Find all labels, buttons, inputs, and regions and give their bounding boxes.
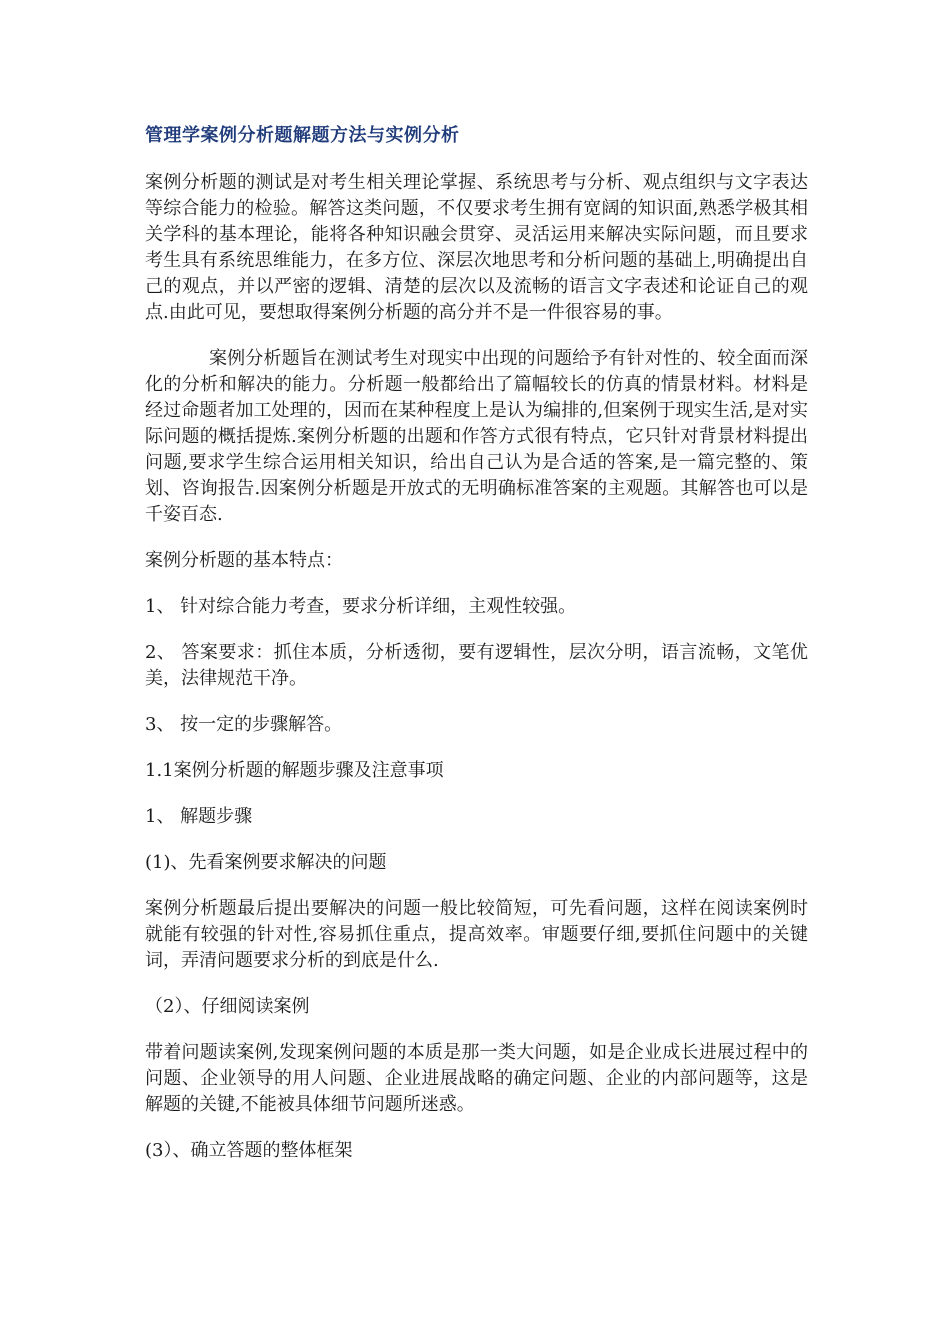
step-2-body: 带着问题读案例,发现案例问题的本质是那一类大问题，如是企业成长进展过程中的问题、企业领导的用人问题、企业进展战略的确定问题、企业的内部问题等，这是解题的关键,不能被具体细节问题所迷惑。	[145, 1042, 808, 1115]
paragraph-purpose: 案例分析题旨在测试考生对现实中出现的问题给予有针对性的、较全面而深化的分析和解决的能力。分析题一般都给出了篇幅较长的仿真的情景材料。材料是经过命题者加工处理的，因而在某种程度上是认为编排的,但案例于现实生活,是对实际问题的概括提炼.案例分析题的出题和作答方式很有特点，它只针对背景材料提出问题,要求学生综合运用相关知识，给出自己认为是合适的答案,是一篇完整的、策划、咨询报告.因案例分析题是开放式的无明确标准答案的主观题。其解答也可以是千姿百态.	[145, 348, 808, 525]
section-heading-features: 案例分析题的基本特点：	[145, 550, 343, 571]
document-title: 管理学案例分析题解题方法与实例分析	[145, 125, 460, 146]
list-item-feature-3: 3、 按一定的步骤解答。	[145, 714, 343, 735]
step-3-heading: (3）、确立答题的整体框架	[145, 1140, 353, 1161]
subheading-steps: 1、 解题步骤	[145, 806, 253, 827]
document-page	[145, 122, 808, 1184]
list-item-feature-1: 1、 针对综合能力考查，要求分析详细，主观性较强。	[145, 596, 577, 617]
step-2-heading: （2）、仔细阅读案例	[145, 996, 310, 1017]
paragraph-intro: 案例分析题的测试是对考生相关理论掌握、系统思考与分析、观点组织与文字表达等综合能力的检验。解答这类问题，不仅要求考生拥有宽阔的知识面,熟悉学极其相关学科的基本理论，能将各种知识融会贯穿、灵活运用来解决实际问题，而且要求考生具有系统思维能力，在多方位、深层次地思考和分析问题的基础上,明确提出自己的观点，并以严密的逻辑、清楚的层次以及流畅的语言文字表述和论证自己的观点.由此可见，要想取得案例分析题的高分并不是一件很容易的事。	[145, 172, 808, 323]
list-item-feature-2: 2、 答案要求：抓住本质，分析透彻，要有逻辑性，层次分明，语言流畅，文笔优美，法律规范干净。	[145, 642, 808, 689]
step-1-body: 案例分析题最后提出要解决的问题一般比较简短，可先看问题，这样在阅读案例时就能有较强的针对性,容易抓住重点，提高效率。审题要仔细,要抓住问题中的关键词，弄清问题要求分析的到底是什么.	[145, 898, 808, 971]
section-heading-steps: 1.1案例分析题的解题步骤及注意事项	[145, 760, 444, 781]
step-1-heading: (1)、先看案例要求解决的问题	[145, 852, 387, 873]
